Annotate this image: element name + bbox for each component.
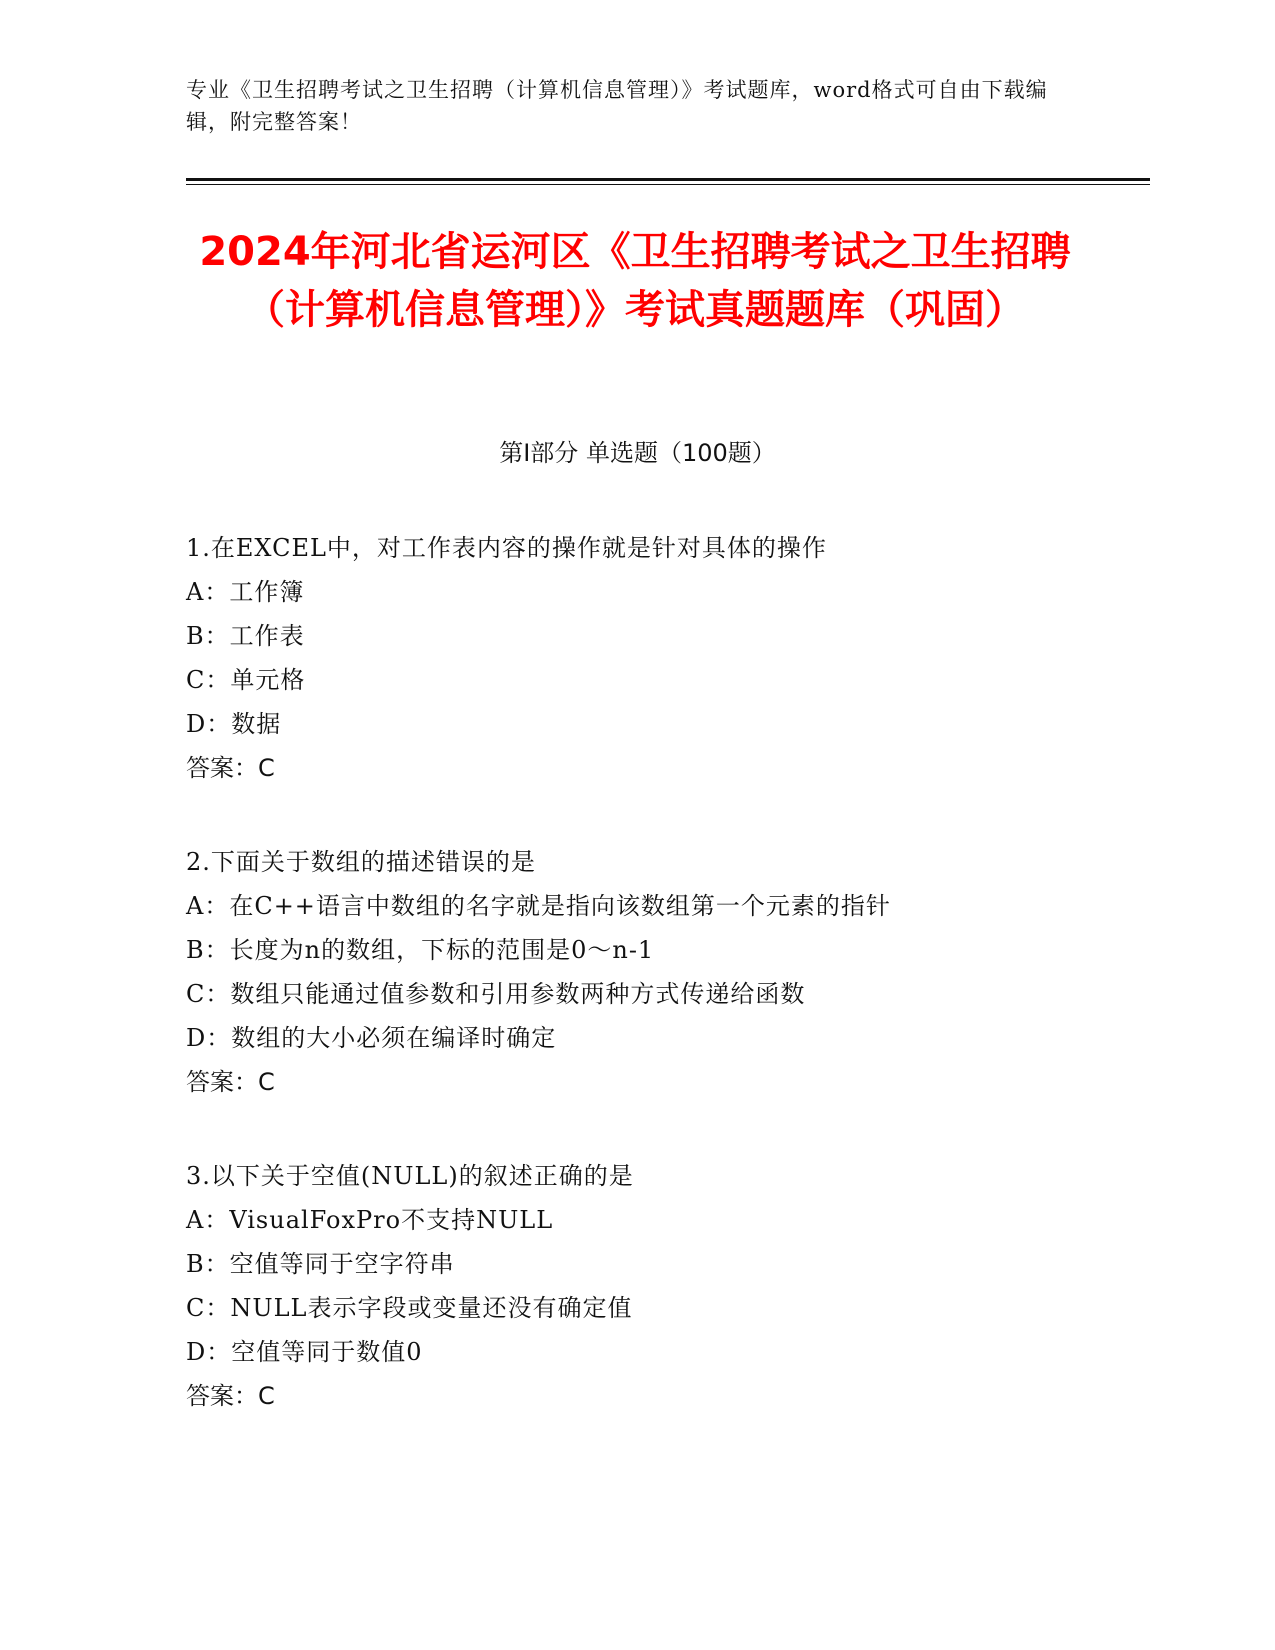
header-divider-thin: [186, 184, 1150, 185]
option-c: C：单元格: [186, 666, 306, 694]
question-stem: 2.下面关于数组的描述错误的是: [186, 848, 536, 876]
question-stem: 3.以下关于空值(NULL)的叙述正确的是: [186, 1162, 634, 1190]
option-c: C：数组只能通过值参数和引用参数两种方式传递给函数: [186, 980, 806, 1008]
option-a: A：在C++语言中数组的名字就是指向该数组第一个元素的指针: [186, 892, 891, 920]
question-1: [186, 526, 1136, 790]
question-list: [186, 526, 1136, 1468]
header-divider-thick: [186, 178, 1150, 181]
header-note: 专业《卫生招聘考试之卫生招聘（计算机信息管理）》考试题库，word格式可自由下载编辑，附完整答案！: [186, 78, 1048, 134]
option-a: A：VisualFoxPro不支持NULL: [186, 1206, 554, 1234]
question-2: [186, 840, 1136, 1104]
option-c: C：NULL表示字段或变量还没有确定值: [186, 1294, 633, 1322]
option-b: B：空值等同于空字符串: [186, 1250, 455, 1278]
section-title: 第Ⅰ部分 单选题（100题）: [499, 439, 776, 467]
answer: 答案：C: [186, 1068, 275, 1096]
option-d: D：数组的大小必须在编译时确定: [186, 1024, 557, 1052]
answer: 答案：C: [186, 1382, 275, 1410]
option-a: A：工作簿: [186, 578, 305, 606]
option-d: D：空值等同于数值0: [186, 1338, 423, 1366]
question-stem: 1.在EXCEL中，对工作表内容的操作就是针对具体的操作: [186, 534, 827, 562]
option-b: B：工作表: [186, 622, 305, 650]
document-title: 2024年河北省运河区《卫生招聘考试之卫生招聘（计算机信息管理）》考试真题题库（巩固）: [199, 229, 1071, 333]
answer: 答案：C: [186, 754, 275, 782]
option-b: B：长度为n的数组，下标的范围是0～n-1: [186, 936, 655, 964]
option-d: D：数据: [186, 710, 282, 738]
question-3: [186, 1154, 1136, 1418]
